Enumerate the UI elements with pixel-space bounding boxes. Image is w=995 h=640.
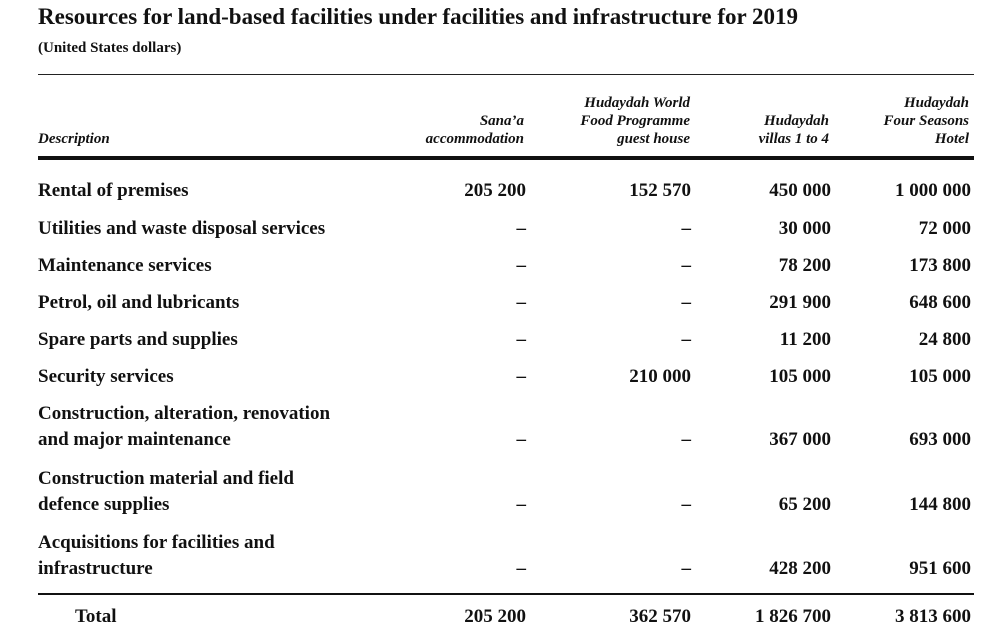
header-description: Description (38, 131, 110, 147)
cell-villas: 367 000 (769, 429, 831, 450)
row-description-cont: infrastructure (38, 558, 153, 579)
header-wfp-guest-house (510, 94, 690, 148)
total-hotel: 3 813 600 (895, 606, 971, 627)
cell-sanaa: – (516, 255, 526, 276)
cell-wfp: – (681, 494, 691, 515)
header-line: accommodation (425, 131, 524, 147)
row-description-cont: defence supplies (38, 494, 170, 515)
cell-wfp: – (681, 292, 691, 313)
cell-hotel: 693 000 (909, 429, 971, 450)
cell-wfp: – (681, 255, 691, 276)
row-description-cont: and major maintenance (38, 429, 231, 450)
header-line: Four Seasons (883, 113, 969, 129)
cell-sanaa: – (516, 292, 526, 313)
top-rule (38, 74, 974, 75)
cell-villas: 291 900 (769, 292, 831, 313)
cell-hotel: 72 000 (918, 218, 971, 239)
header-sanaa-accommodation (364, 112, 524, 148)
header-line: guest house (617, 131, 690, 147)
total-villas: 1 826 700 (755, 606, 831, 627)
header-line: Hudaydah (903, 95, 969, 111)
cell-wfp: – (681, 558, 691, 579)
header-hudaydah-villas (699, 112, 829, 148)
header-rule (38, 156, 974, 160)
total-sanaa: 205 200 (464, 606, 526, 627)
total-rule (38, 593, 974, 595)
header-four-seasons-hotel (829, 94, 969, 148)
cell-sanaa: – (516, 429, 526, 450)
cell-wfp: – (681, 329, 691, 350)
cell-hotel: 173 800 (909, 255, 971, 276)
row-description: Maintenance services (38, 255, 212, 276)
row-description: Spare parts and supplies (38, 329, 238, 350)
total-wfp: 362 570 (629, 606, 691, 627)
cell-sanaa: 205 200 (464, 180, 526, 201)
row-description: Petrol, oil and lubricants (38, 292, 240, 313)
header-line: Hotel (934, 131, 969, 147)
header-line: Hudaydah World (584, 95, 690, 111)
cell-sanaa: – (516, 494, 526, 515)
cell-sanaa: – (516, 218, 526, 239)
row-description: Rental of premises (38, 180, 189, 201)
cell-hotel: 648 600 (909, 292, 971, 313)
header-line: villas 1 to 4 (758, 131, 829, 147)
cell-wfp: – (681, 218, 691, 239)
cell-hotel: 951 600 (909, 558, 971, 579)
cell-wfp: – (681, 429, 691, 450)
row-description: Acquisitions for facilities and (38, 532, 275, 553)
cell-villas: 65 200 (778, 494, 831, 515)
cell-villas: 450 000 (769, 180, 831, 201)
table-subtitle: (United States dollars) (38, 40, 182, 56)
cell-hotel: 144 800 (909, 494, 971, 515)
row-description: Security services (38, 366, 174, 387)
table-title: Resources for land-based facilities under facilities and infrastructure for 2019 (38, 4, 799, 29)
header-line: Hudaydah (763, 113, 829, 129)
cell-villas: 30 000 (778, 218, 831, 239)
cell-wfp: 210 000 (629, 366, 691, 387)
cell-villas: 428 200 (769, 558, 831, 579)
cell-villas: 11 200 (779, 329, 831, 350)
row-description: Utilities and waste disposal services (38, 218, 326, 239)
row-description: Construction, alteration, renovation (38, 403, 331, 424)
cell-sanaa: – (516, 329, 526, 350)
header-line: Food Programme (580, 113, 690, 129)
cell-hotel: 1 000 000 (895, 180, 971, 201)
cell-villas: 105 000 (769, 366, 831, 387)
cell-villas: 78 200 (778, 255, 831, 276)
row-description: Construction material and field (38, 468, 294, 489)
cell-hotel: 24 800 (918, 329, 971, 350)
cell-wfp: 152 570 (629, 180, 691, 201)
cell-hotel: 105 000 (909, 366, 971, 387)
cell-sanaa: – (516, 366, 526, 387)
total-label: Total (75, 606, 117, 627)
cell-sanaa: – (516, 558, 526, 579)
header-line: Sana’a (479, 113, 524, 129)
